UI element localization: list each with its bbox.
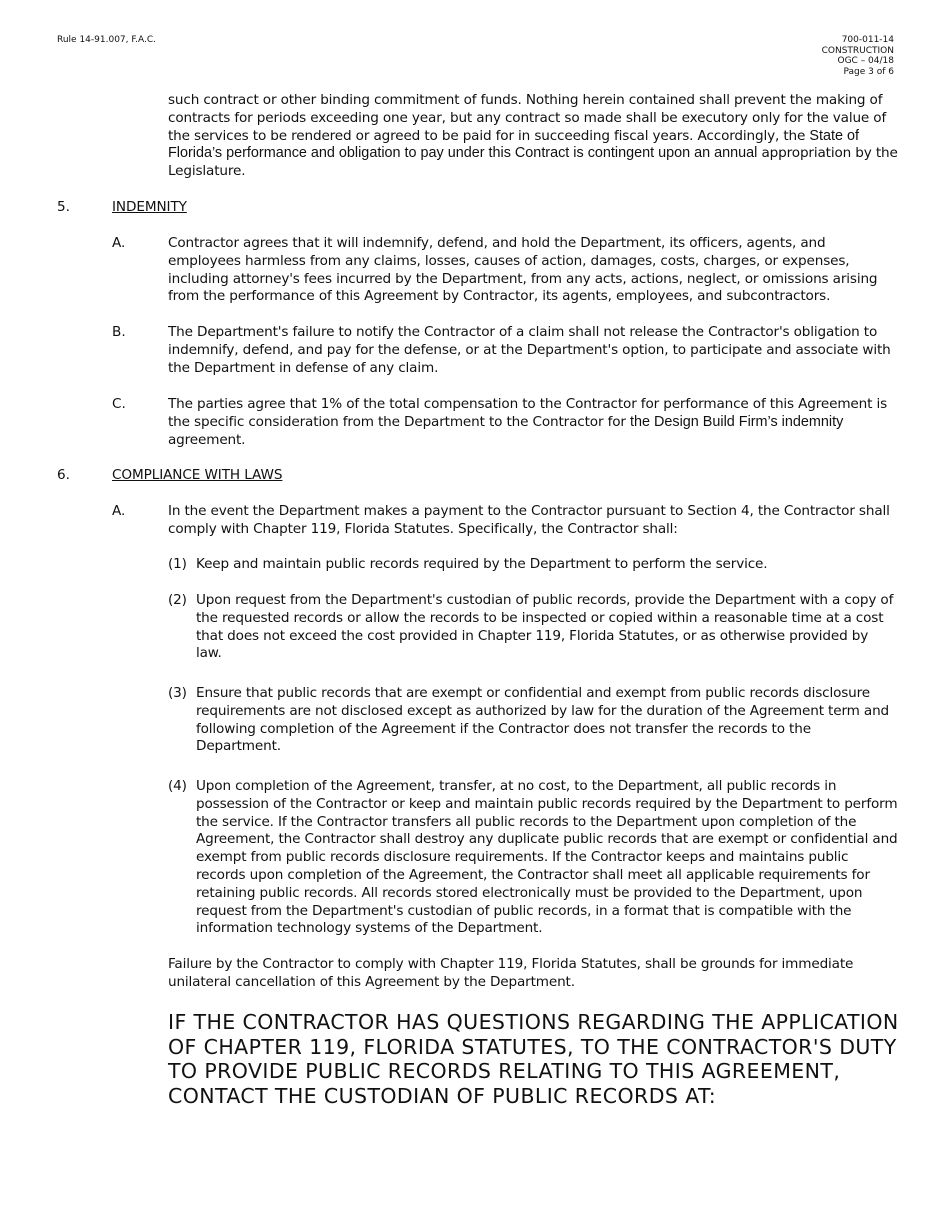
section-6-number: 6. — [57, 467, 70, 483]
failure-clause: Failure by the Contractor to comply with Chapter 119, Florida Statutes, shall be grounds for immediate unilateral cancellation of this Agreement by the Department. — [168, 956, 854, 990]
form-category: CONSTRUCTION — [821, 45, 894, 56]
intro-text-b: State of Florida’s performance and obligation to pay under this Contract is contingent upon an annual — [168, 127, 859, 162]
section-5a-text: Contractor agrees that it will indemnify, defend, and hold the Department, its officers, agents, and employees harmless from any claims, losses, causes of action, damages, costs, charges, or expenses, including attorney's fees incurred by the Department, from any acts, actions, neglect, or omissions arising from the performance of this Agreement by Contractor, its agents, employees, and subcontractors. — [168, 235, 878, 305]
subitem-4-text: Upon completion of the Agreement, transfer, at no cost, to the Department, all public records in possession of the Contractor or keep and maintain public records required by the Department to perform the service. If the Contractor transfers all public records to the Department upon completion of the Agreement, the Contractor shall destroy any duplicate public records that are exempt or confidential and exempt from public records disclosure requirements. If the Contractor keeps and maintains public records upon completion of the Agreement, the Contractor shall meet all applicable requirements for retaining public records. All records stored electronically must be provided to the Department, upon request from the Department's custodian of public records, in a format that is compatible with the information technology systems of the Department. — [196, 778, 898, 937]
subitem-1-text: Keep and maintain public records required by the Department to perform the service. — [196, 556, 768, 572]
subitem-3-label: (3) — [168, 685, 187, 701]
section-5b-text: The Department's failure to notify the Contractor of a claim shall not release the Contractor's obligation to indemnify, defend, and pay for the defense, or at the Department's option, to participate and associate with the Department in defense of any claim. — [168, 324, 891, 376]
subitem-3 — [168, 685, 898, 756]
subitem-2-text: Upon request from the Department's custodian of public records, provide the Department with a copy of the requested records or allow the records to be inspected or copied within a reasonable time at a cost that does not exceed the cost provided in Chapter 119, Florida Statutes, or as otherwise provided by law. — [196, 592, 894, 662]
section-5c-paragraph — [168, 396, 898, 449]
intro-paragraph — [168, 92, 898, 181]
section-5c-text-c: agreement. — [168, 431, 246, 448]
rule-citation: Rule 14-91.007, F.A.C. — [57, 35, 156, 45]
page-number: Page 3 of 6 — [843, 66, 894, 77]
form-revision: OGC – 04/18 — [837, 56, 894, 66]
section-6a-label: A. — [112, 503, 126, 519]
section-6a-text: In the event the Department makes a payment to the Contractor pursuant to Section 4, the Contractor shall comply with Chapter 119, Florida Statutes. Specifically, the Contractor shall: — [168, 503, 890, 537]
subitem-3-text: Ensure that public records that are exempt or confidential and exempt from public records disclosure requirements are not disclosed except as authorized by law for the duration of the Agreement term and following completion of the Agreement if the Contractor does not transfer the records to the Department. — [196, 685, 890, 755]
subitem-2 — [168, 592, 898, 663]
section-5b-label: B. — [112, 324, 126, 340]
section-5c-text-b: the Design Build Firm’s indemnity — [629, 413, 844, 430]
subitem-4-label: (4) — [168, 778, 187, 794]
form-number: 700-011-14 — [841, 35, 894, 45]
section-5-number: 5. — [57, 199, 70, 215]
subitem-4 — [168, 778, 898, 938]
section-5c-text-a: The parties agree that 1% of the total compensation to the Contractor for performance of this Agreement is the specific consideration from the Department to the Contractor for — [168, 396, 888, 430]
custodian-notice: IF THE CONTRACTOR HAS QUESTIONS REGARDING THE APPLICATION OF CHAPTER 119, FLORIDA STATUTES, TO THE CONTRACTOR'S DUTY TO PROVIDE PUBLIC RECORDS RELATING TO THIS AGREEMENT, CONTACT THE CUSTODIAN OF PUBLIC RECORDS AT: — [168, 1010, 899, 1109]
intro-text-c: appropriation by the Legislature. — [168, 145, 898, 180]
intro-text-a: such contract or other binding commitment of funds. Nothing herein contained shall prevent the making of contracts for periods exceeding one year, but any contract so made shall be executory only for the value of the services to be rendered or agreed to be paid for in succeeding fiscal years. Accordingly, the — [168, 92, 887, 144]
section-6-title: COMPLIANCE WITH LAWS — [112, 467, 283, 483]
section-5c-label: C. — [112, 396, 126, 412]
form-info-block — [822, 35, 894, 77]
subitem-1 — [168, 556, 898, 574]
section-5a-label: A. — [112, 235, 126, 251]
subitem-2-label: (2) — [168, 592, 187, 608]
subitem-1-label: (1) — [168, 556, 187, 572]
section-5-title: INDEMNITY — [112, 199, 187, 215]
